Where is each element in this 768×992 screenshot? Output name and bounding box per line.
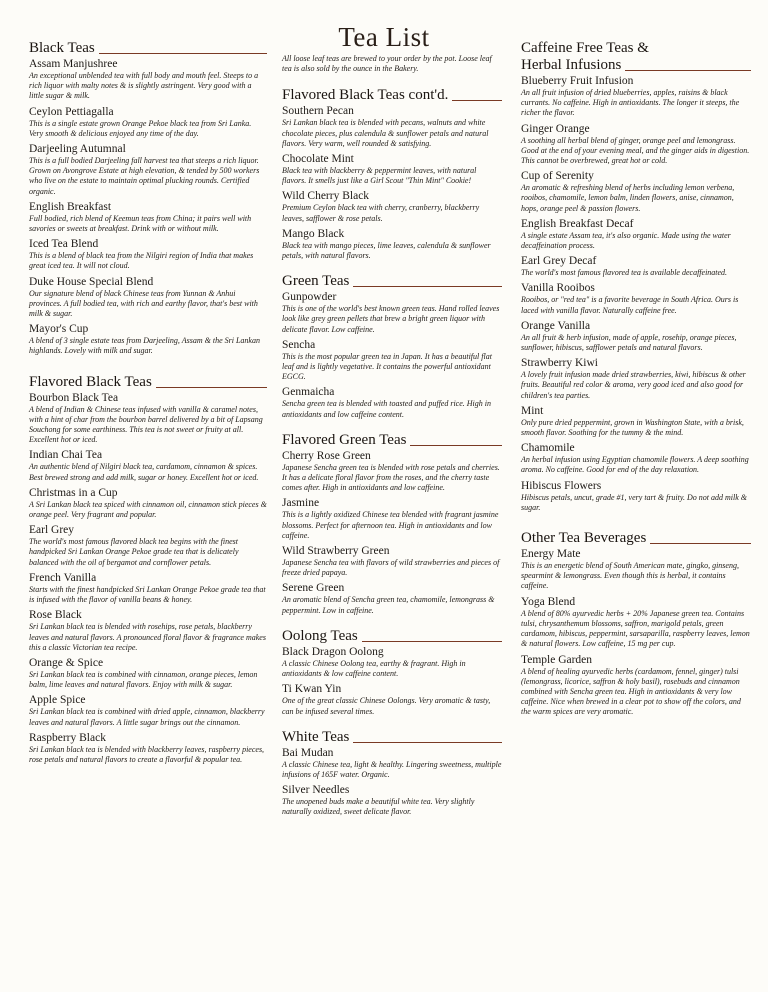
tea-name: Wild Strawberry Green xyxy=(282,545,390,558)
menu-section xyxy=(282,628,502,717)
tea-name: Jasmine xyxy=(282,497,320,510)
tea-item-orange-spice xyxy=(29,657,267,690)
tea-description: A blend of Indian & Chinese teas infused with vanilla & caramel notes, with a hint of char from the bourbon barrel delivered by a bit of Lapsang Souchong for some earthiness. This tea is not sweet or fruity at all. Excellent hot or iced. xyxy=(29,404,263,445)
section-rule-divider xyxy=(362,641,502,642)
column-right xyxy=(521,40,751,735)
tea-item-english-breakfast-decaf xyxy=(521,218,751,251)
tea-name: Bourbon Black Tea xyxy=(29,391,119,404)
tea-description: This is a full bodied Darjeeling fall harvest tea that steeps a rich liquor. Grown on Avongrove Estate at high elevation, & tended by 500 workers who live on the estate to maintain optimal plucking rounds. Certified organic. xyxy=(29,156,260,196)
tea-description: Black tea with blackberry & peppermint leaves, with natural flavors. It smells just like a Girl Scout "Thin Mint" Cookie! xyxy=(282,166,477,186)
tea-description: An authentic blend of Nilgiri black tea, cardamom, cinnamon & spices. Best brewed strong and add milk, sugar or honey. Excellent hot or iced. xyxy=(29,462,259,482)
tea-name: Genmaicha xyxy=(282,386,335,399)
section-rule-divider xyxy=(353,742,502,743)
tea-name: Orange & Spice xyxy=(29,656,104,669)
section-rule-divider xyxy=(625,70,751,71)
tea-name: Black Dragon Oolong xyxy=(282,645,384,658)
column-left xyxy=(29,40,267,782)
tea-description: Sencha green tea is blended with toasted and puffed rice. High in antioxidants and low caffeine content. xyxy=(282,399,491,419)
tea-name: Assam Manjushree xyxy=(29,58,118,70)
tea-item-earl-grey-decaf xyxy=(521,255,751,278)
tea-description: Starts with the finest handpicked Sri Lankan Orange Pekoe grade tea that is infused with the flavor of vanilla beans & honey. xyxy=(29,584,266,605)
tea-description: An exceptional unblended tea with full body and mouth feel. Steeps to a rich liquor with malty notes & is slightly astringent. Very good with a little sugar & milk. xyxy=(29,71,259,101)
tea-description: Hibiscus petals, uncut, grade #1, very tart & fruity. Do not add milk & sugar. xyxy=(521,492,747,512)
tea-item-cherry-rose-green xyxy=(282,450,502,494)
tea-description: An herbal infusion using Egyptian chamomile flowers. A deep soothing aroma. No caffeine. Good for end of the day relaxation. xyxy=(521,455,749,475)
section-title-text: Other Tea Beverages xyxy=(521,530,647,547)
section-title xyxy=(282,432,502,449)
tea-name: Raspberry Black xyxy=(29,731,106,744)
section-spacer xyxy=(282,620,502,628)
tea-item-chocolate-mint xyxy=(282,153,502,186)
tea-item-mayor-s-cup xyxy=(29,323,267,356)
section-title xyxy=(282,87,502,104)
section-title-line2-row xyxy=(521,57,751,74)
tea-item-wild-cherry-black xyxy=(282,190,502,223)
tea-item-serene-green xyxy=(282,582,502,615)
tea-item-energy-mate xyxy=(521,548,751,592)
tea-name: Yoga Blend xyxy=(521,595,576,608)
menu-section xyxy=(521,530,751,717)
tea-description: Sri Lankan black tea is blended with pecans, walnuts and white chocolate pieces, plus calendula & sunflower petals and natural flavors. Very warm, well rounded & satisfying. xyxy=(282,118,489,148)
tea-description: This is a blend of black tea from the Nilgiri region of India that makes great iced tea. It will not cloud. xyxy=(29,251,254,271)
tea-item-rose-black xyxy=(29,609,267,653)
tea-item-orange-vanilla xyxy=(521,320,751,353)
tea-item-yoga-blend xyxy=(521,596,751,650)
section-rule-divider xyxy=(452,100,502,101)
tea-description: An aromatic blend of Sencha green tea, chamomile, lemongrass & peppermint. Low in caffeine. xyxy=(282,595,495,615)
tea-description: A blend of healing ayurvedic herbs (cardamom, fennel, ginger) tulsi (lemongrass, licorice, saffron & holy basil), rosebuds and cinnamon combined with Sencha green tea. High in antioxidants & very low caffeine. Nice when brewed in a clear pot to show off the colors, and the warm spices are very aromatic. xyxy=(521,666,741,717)
menu-section xyxy=(282,87,502,261)
section-spacer xyxy=(282,822,502,830)
tea-description: Sri Lankan black tea is combined with cinnamon, orange pieces, lemon balm, lime leaves and natural flavors. Enjoy with milk & sugar. xyxy=(29,669,258,690)
tea-name: Silver Needles xyxy=(282,784,350,797)
tea-description: Black tea with mango pieces, lime leaves, calendula & sunflower petals, with natural flavors. xyxy=(282,240,491,261)
section-title-text: White Teas xyxy=(282,728,350,745)
page-title: Tea List xyxy=(338,22,430,52)
tea-name: Vanilla Rooibos xyxy=(521,282,595,295)
section-title xyxy=(29,40,267,57)
section-title-text: Flavored Black Teas cont'd. xyxy=(282,87,449,104)
tea-name: Sencha xyxy=(282,338,316,351)
tea-name: Serene Green xyxy=(282,582,345,595)
tea-description: This is the most popular green tea in Japan. It has a beautiful flat leaf and is lightly vegetative. It contains the powerful antioxidant EGCG. xyxy=(282,351,492,382)
section-spacer xyxy=(282,424,502,432)
tea-description: The world's most famous flavored black tea begins with the finest handpicked Sri Lankan Orange Pekoe grade tea that is delicately balanced with the oil of bergamot and cornflower petals. xyxy=(29,537,239,567)
tea-item-blueberry-fruit-infusion xyxy=(521,75,751,119)
menu-section xyxy=(282,432,502,616)
tea-name: Earl Grey xyxy=(29,524,75,537)
tea-description: A soothing all herbal blend of ginger, orange peel and lemongrass. Good at the end of your evening meal, and the ginger aids in digestion. This cannot be overbrewed, great hot or cold. xyxy=(521,135,750,166)
section-spacer xyxy=(282,74,502,87)
tea-item-genmaicha xyxy=(282,386,502,419)
tea-name: Mint xyxy=(521,404,544,417)
tea-description: This is a lightly oxidized Chinese tea blended with fragrant jasmine blossoms. Perfect for afternoon tea. High in antioxidants and low caffeine. xyxy=(282,510,499,540)
tea-name: Iced Tea Blend xyxy=(29,238,99,251)
menu-section xyxy=(282,273,502,420)
tea-description: A lovely fruit infusion made dried strawberries, kiwi, hibiscus & other fruits. Beautiful red color & aroma, very good iced and also good for children's tea parties. xyxy=(521,370,746,400)
section-rule-divider xyxy=(99,53,267,54)
tea-item-iced-tea-blend xyxy=(29,238,267,271)
tea-item-silver-needles xyxy=(282,784,502,817)
tea-description: The unopened buds make a beautiful white tea. Very slightly naturally oxidized, sweet delicate flavor. xyxy=(282,797,475,817)
tea-item-temple-garden xyxy=(521,654,751,718)
tea-description: This is one of the world's best known green teas. Hand rolled leaves look like grey green pellets that brew a bright green liquor with delicate flavor. Low caffeine. xyxy=(282,304,500,334)
tea-description: Japanese Sencha green tea is blended with rose petals and cherries. It has a delicate floral flavor from the roses, and the cherry taste comes after. High in antioxidants and low caffeine. xyxy=(282,462,500,493)
section-rule-divider xyxy=(650,543,751,544)
tea-item-gunpowder xyxy=(282,291,502,335)
menu-section xyxy=(282,729,502,818)
tea-description: This is a single estate grown Orange Pekoe black tea from Sri Lanka. Very smooth & delicious enjoyed any time of the day. xyxy=(29,118,252,138)
section-title xyxy=(282,628,502,645)
section-title-line2: Herbal Infusions xyxy=(521,57,622,73)
tea-description: Full bodied, rich blend of Keemun teas from China; it pairs well with savories or sweets at breakfast. Drink with or without milk. xyxy=(29,213,252,234)
tea-description: Japanese Sencha tea with flavors of wild strawberries and pieces of freeze dried papaya. xyxy=(282,558,500,578)
tea-description: A Sri Lankan black tea spiced with cinnamon oil, cinnamon stick pieces & orange peel. Very fragrant and popular. xyxy=(29,499,267,520)
section-title-text: Black Teas xyxy=(29,40,95,56)
tea-item-english-breakfast xyxy=(29,201,267,234)
tea-name: Energy Mate xyxy=(521,548,581,561)
tea-item-jasmine xyxy=(282,497,502,541)
tea-item-ginger-orange xyxy=(521,123,751,167)
tea-item-duke-house-special-blend xyxy=(29,276,267,320)
tea-item-strawberry-kiwi xyxy=(521,357,751,401)
tea-description: A blend of 80% ayurvedic herbs + 20% Japanese green tea. Contains tulsi, chrysanthemum blossoms, saffron, marigold petals, green cardamom, hibiscus, peppermint, sarsaparilla, raspberry leaves, lemon & natural flowers. Low caffeine, 15 mg per cup. xyxy=(521,608,750,649)
tea-name: Chocolate Mint xyxy=(282,153,354,166)
tea-name: Mayor's Cup xyxy=(29,323,89,336)
tea-item-sencha xyxy=(282,339,502,383)
tea-name: Blueberry Fruit Infusion xyxy=(521,75,634,87)
tea-item-raspberry-black xyxy=(29,732,267,765)
tea-description: A blend of 3 single estate teas from Darjeeling, Assam & the Sri Lankan highlands. Lovely with milk and sugar. xyxy=(29,336,260,356)
tea-name: Darjeeling Autumnal xyxy=(29,143,126,156)
section-title-text: Green Teas xyxy=(282,273,350,290)
section-spacer xyxy=(521,722,751,735)
tea-name: Temple Garden xyxy=(521,653,593,666)
tea-description: An all fruit & herb infusion, made of apple, rosehip, orange pieces, sunflower, hibiscus, safflower petals and natural flavors. xyxy=(521,332,737,353)
section-title-text: Oolong Teas xyxy=(282,627,358,644)
tea-description: This is an energetic blend of South American mate, gingko, ginseng, spearmint & lemongrass. Even though this is herbal, it contains caffeine. xyxy=(521,561,739,591)
tea-item-vanilla-rooibos xyxy=(521,282,751,315)
section-spacer xyxy=(521,517,751,530)
section-title xyxy=(521,40,751,74)
tea-description: Sri Lankan black tea is blended with rosehips, rose petals, blackberry leaves and natural flavors. A pronounced floral flavor & fragrance makes this a classic Victorian tea recipe. xyxy=(29,622,266,652)
tea-item-wild-strawberry-green xyxy=(282,545,502,578)
tea-item-earl-grey xyxy=(29,524,267,568)
tea-item-cup-of-serenity xyxy=(521,170,751,214)
tea-name: Gunpowder xyxy=(282,291,337,304)
menu-section xyxy=(521,40,751,513)
tea-item-indian-chai-tea xyxy=(29,449,267,482)
tea-description: A single estate Assam tea, it's also organic. Made using the water decaffeination process. xyxy=(521,230,731,251)
tea-name: English Breakfast xyxy=(29,200,112,213)
tea-item-bourbon-black-tea xyxy=(29,392,267,446)
tea-description: An all fruit infusion of dried blueberries, apples, raisins & black currants. No caffeine. High in antioxidants. The longer it steeps, the richer the flavor. xyxy=(521,88,740,118)
tea-description: Rooibos, or "red tea" is a favorite beverage in South Africa. Ours is laced with vanilla flavor. Naturally caffeine free. xyxy=(521,295,739,315)
tea-name: Indian Chai Tea xyxy=(29,449,103,462)
tea-item-southern-pecan xyxy=(282,105,502,149)
tea-name: Ginger Orange xyxy=(521,122,590,135)
tea-item-apple-spice xyxy=(29,694,267,727)
tea-name: Bai Mudan xyxy=(282,746,334,759)
section-title xyxy=(521,530,751,547)
tea-name: Earl Grey Decaf xyxy=(521,255,597,268)
tea-description: Sri Lankan black tea is blended with blackberry leaves, raspberry pieces, rose petals and natural flavors to create a flavorful & popular tea. xyxy=(29,744,265,764)
tea-name: English Breakfast Decaf xyxy=(521,217,634,230)
tea-item-black-dragon-oolong xyxy=(282,646,502,679)
section-rule-divider xyxy=(410,445,502,446)
tea-item-hibiscus-flowers xyxy=(521,480,751,513)
section-title-line1: Caffeine Free Teas & xyxy=(521,40,649,56)
tea-item-assam-manjushree xyxy=(29,58,267,102)
tea-item-ti-kwan-yin xyxy=(282,683,502,716)
tea-description: Premium Ceylon black tea with cherry, cranberry, blackberry leaves, safflower & rose petals. xyxy=(282,203,480,223)
section-rule-divider xyxy=(353,286,502,287)
tea-name: Ceylon Pettiagalla xyxy=(29,105,114,118)
tea-item-french-vanilla xyxy=(29,572,267,605)
section-spacer xyxy=(282,265,502,273)
section-spacer xyxy=(29,361,267,374)
tea-item-ceylon-pettiagalla xyxy=(29,106,267,139)
tea-description: Sri Lankan black tea is combined with dried apple, cinnamon, blackberry leaves and natural flavors. A little sugar brings out the cinnamon. xyxy=(29,707,265,727)
section-spacer xyxy=(282,721,502,729)
tea-name: Apple Spice xyxy=(29,694,86,707)
tea-description: A classic Chinese Oolong tea, earthy & fragrant. High in antioxidants & low caffeine content. xyxy=(282,658,466,679)
tea-name: Ti Kwan Yin xyxy=(282,683,342,696)
tea-item-bai-mudan xyxy=(282,747,502,780)
tea-item-chamomile xyxy=(521,442,751,475)
tea-name: French Vanilla xyxy=(29,571,97,584)
column-middle xyxy=(282,54,502,830)
tea-name: Mango Black xyxy=(282,227,345,240)
tea-name: Duke House Special Blend xyxy=(29,275,154,288)
section-title-text: Flavored Green Teas xyxy=(282,431,407,448)
intro-note: All loose leaf teas are brewed to your order by the pot. Loose leaf tea is also sold by the ounce in the Bakery. xyxy=(282,54,492,74)
section-title xyxy=(29,374,267,391)
menu-section xyxy=(29,374,267,765)
tea-name: Rose Black xyxy=(29,609,82,622)
tea-description: One of the great classic Chinese Oolongs. Very aromatic & tasty, can be infused several times. xyxy=(282,696,491,716)
tea-description: The world's most famous flavored tea is available decaffeinated. xyxy=(521,268,728,278)
menu-section xyxy=(29,40,267,357)
tea-item-darjeeling-autumnal xyxy=(29,143,267,197)
section-title xyxy=(282,729,502,746)
tea-description: A classic Chinese tea, light & healthy. Lingering sweetness, multiple infusions of 165F water. Organic. xyxy=(282,759,502,779)
tea-name: Christmas in a Cup xyxy=(29,486,118,499)
tea-item-mango-black xyxy=(282,228,502,261)
tea-description: Our signature blend of black Chinese teas from Yunnan & Anhui provinces. A full bodied tea, with rich and earthy flavor, that's best with milk & sugar. xyxy=(29,288,258,319)
section-rule-divider xyxy=(156,387,267,388)
tea-name: Cherry Rose Green xyxy=(282,449,371,462)
tea-item-mint xyxy=(521,405,751,438)
tea-name: Southern Pecan xyxy=(282,105,354,118)
tea-name: Cup of Serenity xyxy=(521,170,594,183)
tea-name: Chamomile xyxy=(521,442,575,455)
tea-item-christmas-in-a-cup xyxy=(29,487,267,520)
tea-name: Orange Vanilla xyxy=(521,319,591,332)
section-title xyxy=(282,273,502,290)
tea-name: Hibiscus Flowers xyxy=(521,479,602,492)
tea-name: Strawberry Kiwi xyxy=(521,357,598,370)
tea-description: Only pure dried peppermint, grown in Washington State, with a brisk, smooth flavor. Soothing for the tummy & the mind. xyxy=(521,417,744,438)
section-spacer xyxy=(29,769,267,782)
tea-name: Wild Cherry Black xyxy=(282,190,370,203)
section-title-text: Flavored Black Teas xyxy=(29,373,152,390)
tea-description: An aromatic & refreshing blend of herbs including lemon verbena, rooibos, chamomile, lemon balm, linden flowers, anise, cinnamon, hops, orange peel & passion flowers. xyxy=(521,183,735,213)
